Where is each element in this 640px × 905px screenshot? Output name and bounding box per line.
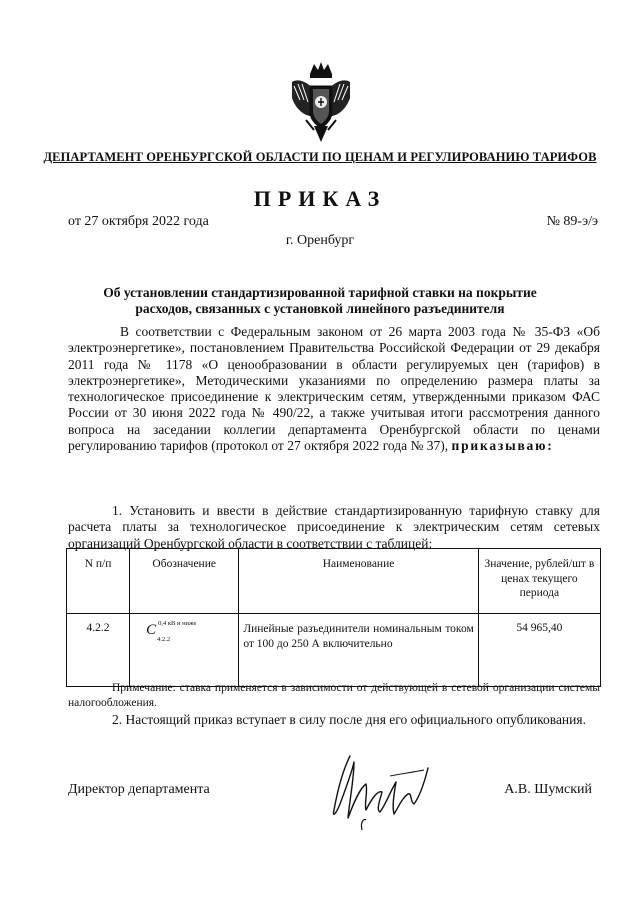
tariff-table: [66, 548, 601, 687]
order-city: г. Оренбург: [285, 233, 355, 248]
handwritten-signature: [320, 748, 440, 832]
signer-title: Директор департамента: [68, 782, 210, 797]
item-2-paragraph: 2. Настоящий приказ вступает в силу после дня его официального опубликования.: [112, 712, 586, 727]
table-row: [67, 614, 601, 687]
symbol-letter: C: [146, 622, 157, 638]
cell-name: Линейные разъединители номинальным током от 100 до 250 А включительно: [239, 614, 478, 687]
order-subject: Об установлении стандартизированной тарифной ставки на покрытие расходов, связанных с установкой линейного разъединителя: [103, 285, 537, 316]
order-number: № 89-э/э: [546, 214, 598, 229]
cell-number: 4.2.2: [67, 614, 130, 687]
preamble-paragraph: [68, 324, 600, 454]
header-symbol: Обозначение: [130, 549, 239, 614]
signer-name: А.В. Шумский: [504, 782, 592, 797]
directive-word: приказываю:: [451, 438, 554, 454]
order-date: от 27 октября 2022 года: [68, 214, 209, 229]
symbol-superscript: 0,4 кВ и ниже: [158, 620, 197, 627]
cell-value: 54 965,40: [478, 614, 600, 687]
table-header-row: [67, 549, 601, 614]
header-value: Значение, рублей/шт в ценах текущего периода: [478, 549, 600, 614]
item-1-paragraph: 1. Установить и ввести в действие стандартизированную тарифную ставку для расчета платы за технологическое присоединение к электрическим сетям сетевых организаций Оренбургской области в соответствии с таблицей:: [68, 503, 600, 551]
symbol-subscript: 4.2.2: [157, 636, 171, 643]
header-name: Наименование: [239, 549, 478, 614]
rate-symbol: [134, 620, 197, 652]
department-name: ДЕПАРТАМЕНТ ОРЕНБУРГСКОЙ ОБЛАСТИ ПО ЦЕНАМ И РЕГУЛИРОВАНИЮ ТАРИФОВ: [43, 150, 597, 164]
order-title: ПРИКАЗ: [253, 186, 387, 211]
header-number: N п/п: [67, 549, 130, 614]
preamble-text: В соответствии с Федеральным законом от 26 марта 2003 года № 35-ФЗ «Об электроэнергетике», постановлением Правительства Российской Федерации от 29 декабря 2011 года № 1178 «О ценообразовании в области регулируемых цен (тарифов) в электроэнергетике», Методическими указаниями по определению размера платы за технологическое присоединение к электрическим сетям, утвержденными приказом ФАС России от 30 июня 2022 года № 490/22, а также учитывая итоги рассмотрения данного вопроса на заседании коллегии департамента Оренбургской области по ценами регулированию тарифов (протокол от 27 октября 2022 года № 37),: [68, 324, 600, 454]
coat-of-arms-emblem: [288, 60, 354, 144]
table-note: Примечание: ставка применяется в зависимости от действующей в сетевой организации системы налогообложения.: [68, 682, 600, 709]
cell-symbol: [130, 614, 239, 687]
